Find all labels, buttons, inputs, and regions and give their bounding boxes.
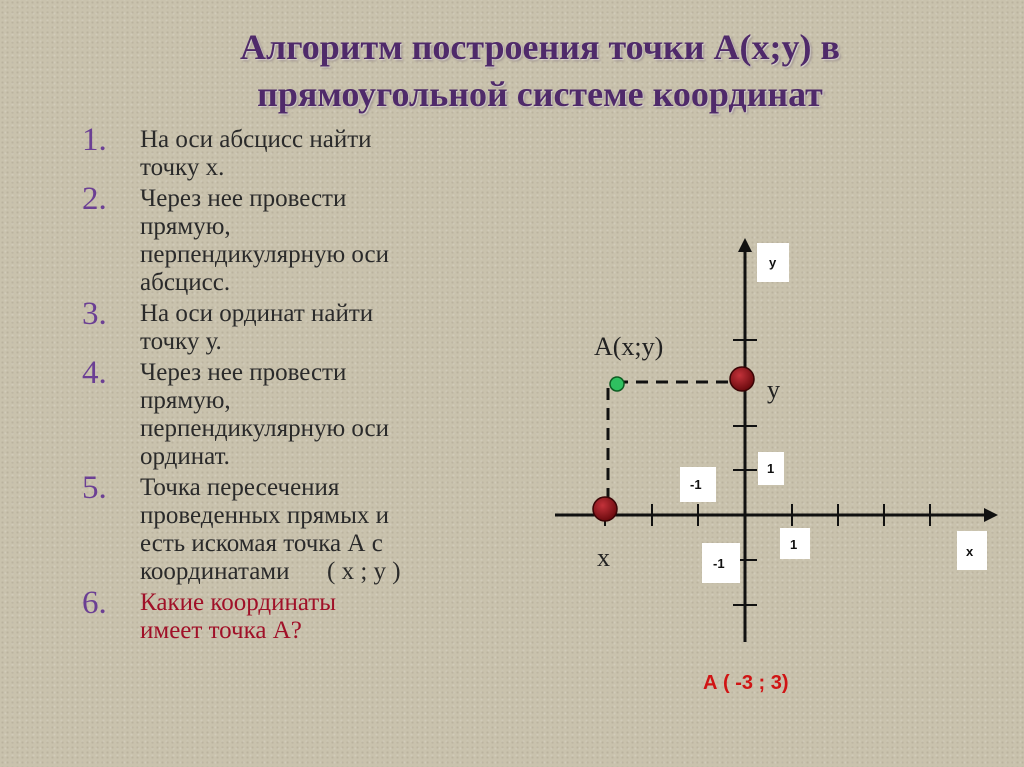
step-line: прямую,	[140, 213, 231, 240]
step-line: Через нее провести	[140, 185, 347, 212]
step-line: прямую,	[140, 387, 231, 414]
step-line: На оси ординат найти	[140, 300, 374, 327]
step-number: 1.	[82, 122, 107, 158]
x-neg-tick-label: -1	[690, 477, 702, 492]
y-neg-tick-label: -1	[713, 556, 725, 571]
step-line: Через нее провести	[140, 359, 347, 386]
step-number: 4.	[82, 355, 107, 391]
y-axis-label: у	[769, 255, 777, 270]
x-pos-tick-label: 1	[790, 537, 798, 552]
step-line: Какие координаты	[140, 589, 337, 616]
title-line-2: прямоугольной системе координат	[257, 74, 823, 114]
y-point-label: у	[767, 375, 780, 404]
step-number: 2.	[82, 181, 107, 217]
step-line: перпендикулярную оси	[140, 415, 389, 442]
title-line-1: Алгоритм построения точки А(х;у) в	[240, 27, 840, 67]
step-number: 5.	[82, 470, 107, 506]
step-line: точку х.	[140, 154, 225, 181]
step-line: На оси абсцисс найти	[140, 126, 372, 153]
y-axis-marker	[730, 367, 754, 391]
step-line: абсцисс.	[140, 269, 231, 296]
step-number: 6.	[82, 585, 107, 621]
y-axis-arrow	[738, 238, 752, 252]
point-a-label: А(х;у)	[594, 332, 664, 361]
step-line: координатами ( х ; у )	[140, 558, 401, 585]
point-a-marker	[610, 377, 624, 391]
answer-text: А ( -3 ; 3)	[703, 672, 789, 694]
step-line: есть искомая точка А с	[140, 530, 383, 557]
x-point-label: х	[597, 543, 610, 572]
step-line: точку у.	[140, 328, 222, 355]
step-line: проведенных прямых и	[140, 502, 390, 529]
x-axis-label: х	[966, 544, 974, 559]
step-line: перпендикулярную оси	[140, 241, 389, 268]
step-line: Точка пересечения	[140, 474, 340, 501]
x-axis-marker	[593, 497, 617, 521]
x-axis-arrow	[984, 508, 998, 522]
step-line: имеет точка А?	[140, 617, 302, 644]
step-number: 3.	[82, 296, 107, 332]
step-line: ординат.	[140, 443, 230, 470]
y-pos-tick-label: 1	[767, 461, 775, 476]
